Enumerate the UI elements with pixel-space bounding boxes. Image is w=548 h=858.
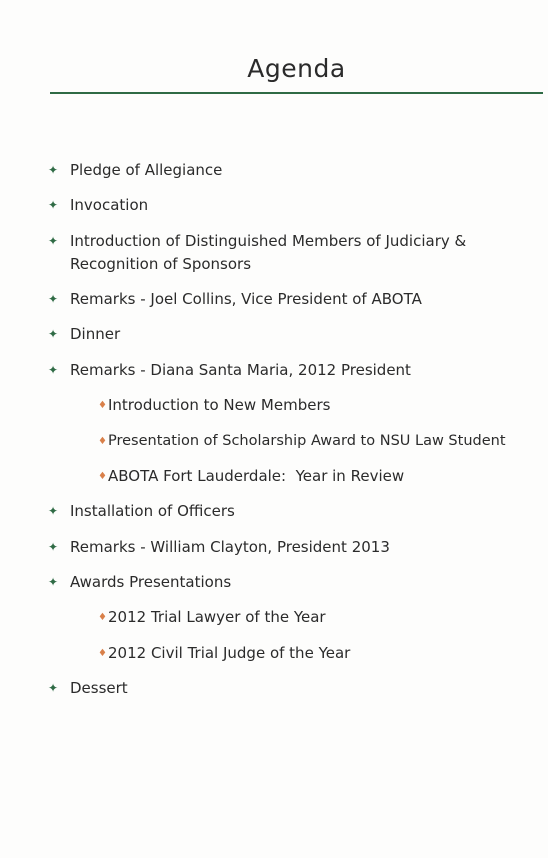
small-diamond-icon: ♦ [98,648,107,659]
agenda-item-label-line1: Introduction of Distinguished Members of Judiciary & [70,232,467,250]
four-point-star-icon: ✦ [48,234,59,248]
four-point-star-icon: ✦ [48,198,59,212]
small-diamond-icon: ♦ [98,436,107,447]
agenda-item [48,159,222,182]
agenda-item [48,536,390,559]
agenda-item-label: Awards Presentations [70,573,232,591]
four-point-star-icon: ✦ [48,504,59,518]
agenda-item-label-line2: Recognition of Sponsors [70,255,252,273]
title-divider [50,92,543,94]
small-diamond-icon: ♦ [98,471,107,482]
agenda-subitem-label: 2012 Civil Trial Judge of the Year [108,644,351,662]
agenda-item [48,677,128,700]
agenda-item-label: Invocation [70,196,149,214]
agenda-item-label: Pledge of Allegiance [70,161,223,179]
four-point-star-icon: ✦ [48,363,59,377]
four-point-star-icon: ✦ [48,540,59,554]
four-point-star-icon: ✦ [48,163,59,177]
agenda-item [48,500,235,523]
agenda-item [48,359,411,382]
agenda-item-label: Dessert [70,679,128,697]
agenda-subitem [98,642,350,665]
agenda-item [48,230,466,276]
agenda-subitem [98,465,404,488]
agenda-subitem [98,606,326,629]
agenda-item-label: Remarks - Diana Santa Maria, 2012 President [70,361,411,379]
agenda-item-label: Remarks - William Clayton, President 2013 [70,538,390,556]
agenda-item [48,194,148,217]
agenda-item [48,323,120,346]
four-point-star-icon: ✦ [48,681,59,695]
four-point-star-icon: ✦ [48,292,59,306]
small-diamond-icon: ♦ [98,612,107,623]
small-diamond-icon: ♦ [98,400,107,411]
agenda-item-label: Installation of Officers [70,502,235,520]
agenda-subitem-label: Introduction to New Members [108,396,331,414]
agenda-subitem [98,430,506,453]
four-point-star-icon: ✦ [48,575,59,589]
agenda-subitem-label: ABOTA Fort Lauderdale: Year in Review [108,467,405,485]
four-point-star-icon: ✦ [48,327,59,341]
agenda-subitem-label: 2012 Trial Lawyer of the Year [108,608,326,626]
agenda-item-label [70,230,466,276]
agenda-subitem-label: Presentation of Scholarship Award to NSU Law Student [108,433,506,449]
agenda-item-label: Remarks - Joel Collins, Vice President of ABOTA [70,290,422,308]
agenda-item [48,288,422,311]
agenda-item-label: Dinner [70,325,121,343]
agenda-item [48,571,231,594]
page-title: Agenda [247,54,346,83]
agenda-subitem [98,394,330,417]
